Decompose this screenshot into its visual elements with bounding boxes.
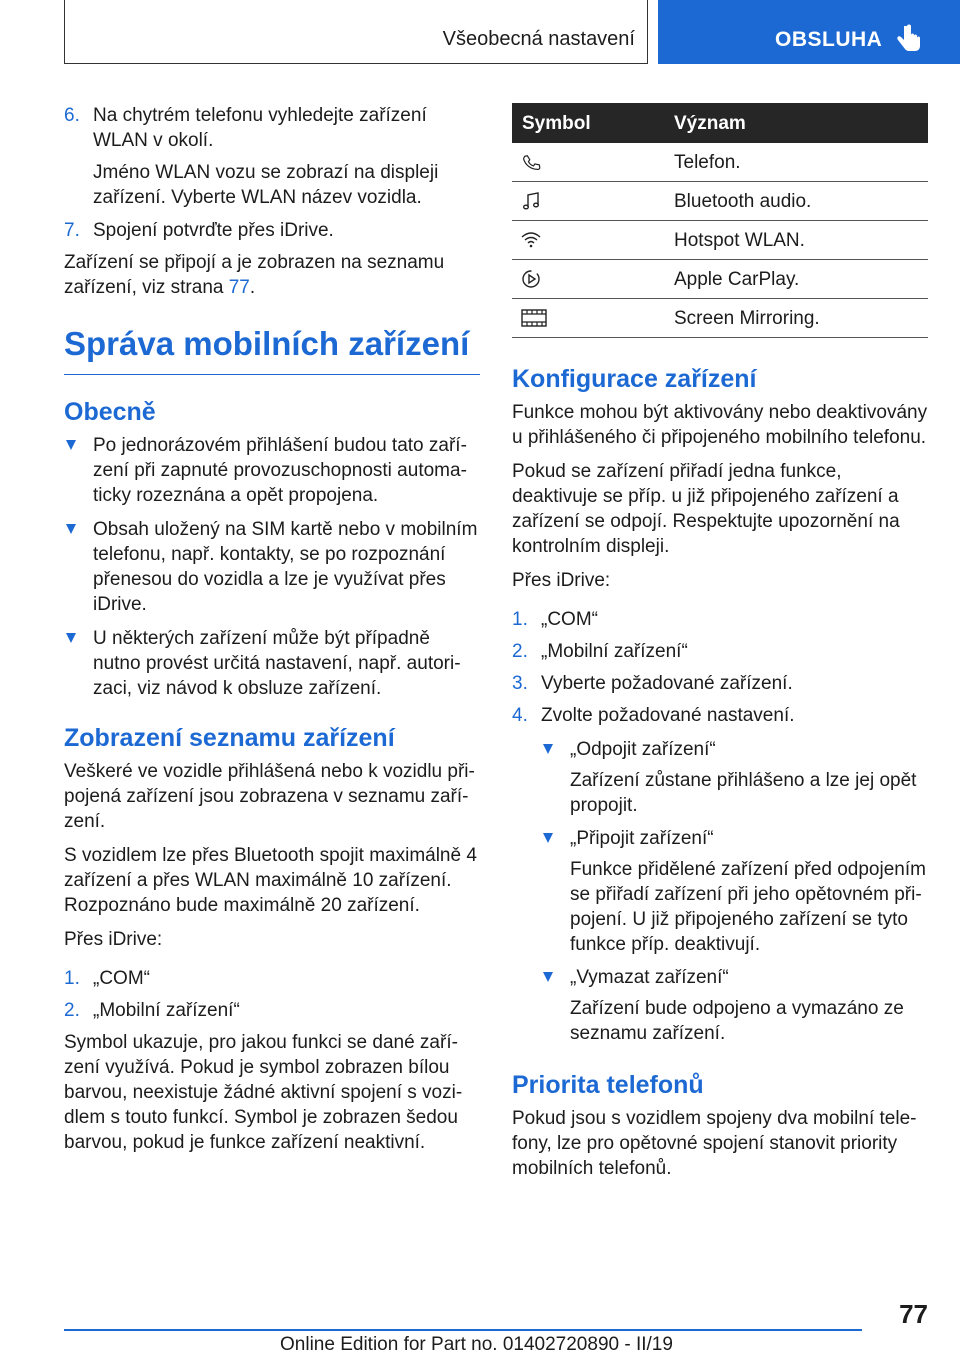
page-number: 77 (899, 1299, 928, 1329)
option-description: Funkce přidělené zařízení před odpojením se přiřadí zařízení při jeho opětovném připojení. U již připojeného zařízení se tyto funkce příp. deaktivují. (570, 859, 926, 955)
heading-config: Konfigurace zařízení (512, 365, 757, 393)
symbol-cell (512, 299, 660, 338)
meaning-cell: Bluetooth audio. (660, 182, 928, 221)
meaning-cell: Apple CarPlay. (660, 260, 928, 299)
bullet-text: Po jednorázovém přihlášení budou tato zařízení při zapnuté provozuschopnosti automaticky rozeznána a opět propojena. (93, 435, 467, 506)
step-number: 2. (512, 641, 528, 662)
connect-paragraph (64, 250, 480, 300)
heading-priority: Priorita telefonů (512, 1071, 704, 1099)
list-item (541, 826, 928, 851)
step-text: „Mobilní zařízení“ (93, 1000, 240, 1021)
via-idrive-label: Přes iDrive: (512, 570, 611, 591)
symbol-cell (512, 182, 660, 221)
carplay-icon (520, 268, 542, 290)
left-column (64, 103, 480, 1164)
step-text: Zvolte požadované nastavení. (541, 705, 795, 726)
bullet-triangle-icon (66, 633, 76, 643)
option-description: Zařízení bude odpojeno a vymazáno ze seznamu zařízení. (570, 998, 904, 1044)
hand-pointer-icon (896, 24, 922, 54)
bullet-triangle-icon (66, 524, 76, 534)
heading-general: Obecně (64, 398, 156, 426)
page-link[interactable]: 77 (228, 277, 250, 298)
options-list (541, 737, 928, 1046)
music-note-icon (520, 190, 542, 212)
list-item (512, 607, 928, 632)
meaning-cell: Screen Mirroring. (660, 299, 928, 338)
bullet-triangle-icon (543, 833, 553, 843)
chapter-box (658, 0, 960, 64)
phone-handset-icon (520, 151, 542, 173)
step-text: Vyberte požadované zařízení. (541, 673, 793, 694)
step-text: „Mobilní zařízení“ (541, 641, 688, 662)
list-item (64, 998, 480, 1023)
priority-paragraph: Pokud jsou s vozidlem spojeny dva mobilní telefony, lze pro opětovné spojení stanovit priority mobilních telefonů. (512, 1108, 917, 1179)
step-number: 1. (512, 609, 528, 630)
list-item (64, 517, 480, 617)
table-row (512, 143, 928, 182)
symbol-cell (512, 143, 660, 182)
connect-text-end: . (249, 277, 256, 298)
wifi-icon (520, 229, 542, 251)
bullet-text: U některých zařízení může být případně nutno provést určitá nastavení, např. autorizaci, viz návod k obsluze zařízení. (93, 628, 461, 699)
table-row (512, 221, 928, 260)
step-number: 6. (64, 105, 80, 126)
screen-mirroring-icon (520, 307, 548, 329)
symbol-table (512, 103, 928, 338)
heading-device-list: Zobrazení seznamu zařízení (64, 724, 395, 752)
list-item (64, 966, 480, 991)
edition-text: Online Edition for Part no. 01402720890 - II/19 (280, 1334, 673, 1355)
right-column (512, 103, 928, 1190)
step-text: „COM“ (93, 968, 150, 989)
bullet-triangle-icon (543, 972, 553, 982)
page-header (0, 0, 960, 66)
meaning-cell: Telefon. (660, 143, 928, 182)
step-number: 1. (64, 968, 80, 989)
column-header-symbol: Symbol (512, 103, 660, 143)
symbol-cell (512, 221, 660, 260)
list-item (512, 703, 928, 728)
option-label: „Vymazat zařízení“ (570, 967, 729, 988)
option-label: „Připojit zařízení“ (570, 828, 714, 849)
list-item (541, 737, 928, 762)
chapter-label: OBSLUHA (775, 28, 883, 51)
list-item (512, 639, 928, 664)
list-item (541, 965, 928, 990)
list-item (512, 671, 928, 696)
bullet-text: Obsah uložený na SIM kartě nebo v mobilním telefonu, např. kontakty, se po rozpoznání přenesou do vozidla a lze je využívat přes iDrive. (93, 519, 478, 615)
section-tab (64, 0, 648, 64)
config-paragraph-1: Funkce mohou být aktivovány nebo deaktivovány u přihlášeného či připojeného mobilního telefonu. (512, 402, 928, 448)
connect-text: Zařízení se připojí a je zobrazen na seznamu zařízení, viz strana (64, 252, 445, 298)
config-paragraph-2: Pokud se zařízení přiřadí jedna funkce, deaktivuje se příp. u již připojeného zařízení a zařízení se odpojí. Respektujte upozornění na kontrolním displeji. (512, 461, 900, 557)
main-heading: Správa mobilních zařízení (64, 324, 480, 375)
option-label: „Odpojit zařízení“ (570, 739, 716, 760)
step-number: 2. (64, 1000, 80, 1021)
step-note: Jméno WLAN vozu se zobrazí na displeji zařízení. Vyberte WLAN název vozidla. (93, 162, 439, 208)
list-item (64, 433, 480, 508)
list-item (64, 218, 480, 243)
meaning-cell: Hotspot WLAN. (660, 221, 928, 260)
step-text: „COM“ (541, 609, 598, 630)
table-row (512, 299, 928, 338)
step-text: Spojení potvrďte přes iDrive. (93, 220, 334, 241)
step-number: 4. (512, 705, 528, 726)
table-row (512, 182, 928, 221)
step-number: 7. (64, 220, 80, 241)
option-description: Zařízení zůstane přihlášeno a lze jej opět propojit. (570, 770, 917, 816)
via-idrive-label: Přes iDrive: (64, 929, 163, 950)
list-item (64, 626, 480, 701)
symbol-paragraph: Symbol ukazuje, pro jakou funkci se dané zařízení využívá. Pokud je symbol zobrazen bílou barvou, neexistuje žádné aktivní spojení s vozidlem s touto funkcí. Symbol je zobrazen šedou barvou, pokud je funkce zařízení neaktivní. (64, 1032, 463, 1153)
list-paragraph-2: S vozidlem lze přes Bluetooth spojit maximálně 4 zařízení a přes WLAN maximálně 10 zařízení. Rozpoznáno bude maximálně 20 zařízení. (64, 845, 477, 916)
section-title: Všeobecná nastavení (442, 28, 635, 50)
table-header-row (512, 103, 928, 143)
table-row (512, 260, 928, 299)
step-text: Na chytrém telefonu vyhledejte zařízení WLAN v okolí. (93, 105, 427, 151)
column-header-meaning: Význam (660, 103, 928, 143)
bullet-triangle-icon (543, 744, 553, 754)
list-item (64, 103, 480, 153)
symbol-cell (512, 260, 660, 299)
list-paragraph-1: Veškeré ve vozidle přihlášená nebo k vozidlu připojená zařízení jsou zobrazena v seznamu zařízení. (64, 761, 475, 832)
footer-divider (64, 1329, 862, 1331)
step-number: 3. (512, 673, 528, 694)
bullet-triangle-icon (66, 440, 76, 450)
